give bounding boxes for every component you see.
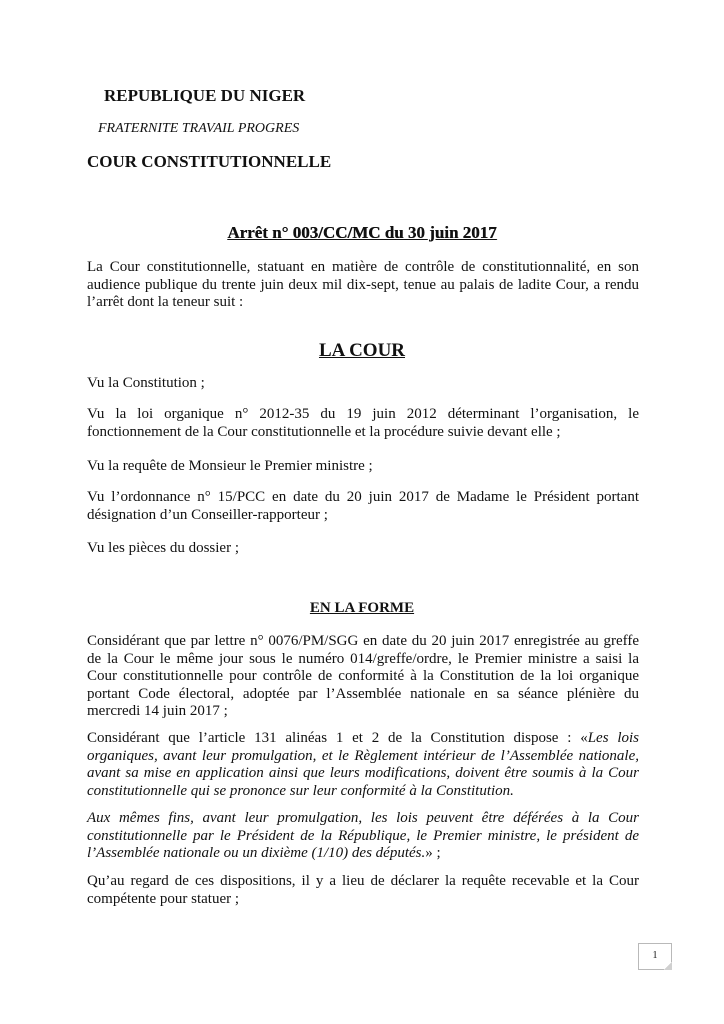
intro-text: La Cour constitutionnelle, statuant en matière de contrôle de constitutionnalité, en son audience publique du trente juin deux mil dix-sept, tenue au palais de ladite Cour, a rendu l’arrêt dont la teneur suit : <box>87 259 639 310</box>
conclusion-paragraph: Qu’au regard de ces dispositions, il y a lieu de déclarer la requête recevable et la Cour compétente pour statuer ; <box>87 873 639 907</box>
visa-5: Vu les pièces du dossier ; <box>87 540 239 556</box>
visa-4: Vu l’ordonnance n° 15/PCC en date du 20 juin 2017 de Madame le Président portant désignation d’un Conseiller-rapporteur ; <box>87 489 639 523</box>
visa-3: Vu la requête de Monsieur le Premier ministre ; <box>87 458 373 474</box>
court-heading: COUR CONSTITUTIONNELLE <box>87 152 332 171</box>
considerant-2-intro: Considérant que l’article 131 alinéas 1 et 2 de la Constitution dispose : « <box>87 730 588 746</box>
intro-paragraph <box>87 259 639 312</box>
quote-2-text: Aux mêmes fins, avant leur promulgation, les lois peuvent être déférées à la Cour constitutionnelle par le Président de la République, le Premier ministre, le président de l’Assemblée nationale ou un dixième (1/10) des députés. <box>87 810 639 861</box>
visa-2: Vu la loi organique n° 2012-35 du 19 juin 2012 déterminant l’organisation, le fonctionnement de la Cour constitutionnelle et la procédure suivie devant elle ; <box>87 406 639 440</box>
section-heading-la-cour: LA COUR <box>318 340 406 361</box>
decision-title: Arrêt n° 003/CC/MC du 30 juin 2017 <box>227 223 497 242</box>
national-motto: FRATERNITE TRAVAIL PROGRES <box>98 121 300 136</box>
considerant-1: Considérant que par lettre n° 0076/PM/SGG en date du 20 juin 2017 enregistrée au greffe de la Cour le même jour sous le numéro 014/greffe/ordre, le Premier ministre a saisi la Cour constitutionnelle pour contrôle de conformité à la Constitution de la loi organique portant Code électoral, adoptée par l’Assemblée nationale en sa séance plénière du mercredi 14 juin 2017 ; <box>87 633 639 719</box>
article-131-quote-2 <box>87 810 639 863</box>
considerant-2 <box>87 730 639 800</box>
republic-heading: REPUBLIQUE DU NIGER <box>104 86 306 105</box>
section-heading-en-la-forme: EN LA FORME <box>309 600 415 616</box>
article-131-quote: Les lois organiques, avant leur promulgation, et le Règlement intérieur de l’Assemblée nationale, avant sa mise en application ainsi que leurs modifications, doivent être soumis à la Cour constitutionnelle qui se prononce sur leur conformité à la Constitution. <box>87 730 639 799</box>
quote-2-end: » ; <box>425 845 441 861</box>
page-number-badge: 1 <box>638 943 672 970</box>
visa-1: Vu la Constitution ; <box>87 375 205 391</box>
